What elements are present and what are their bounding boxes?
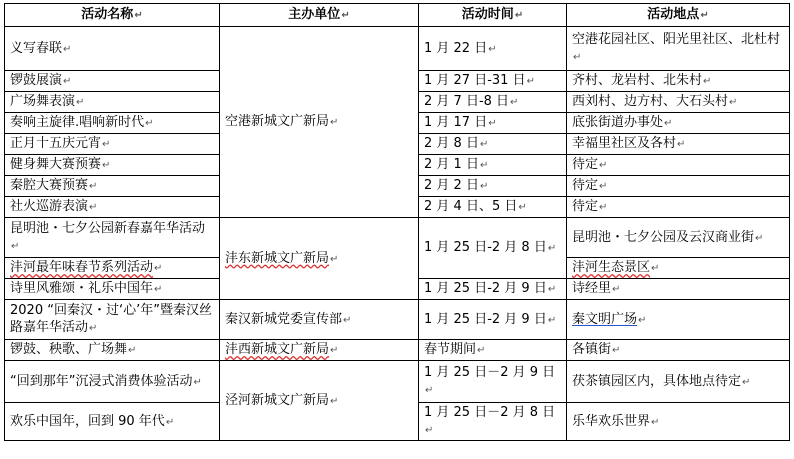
paragraph-mark-icon: ↵ <box>76 97 85 108</box>
time-cell <box>419 176 567 197</box>
activity-name-cell <box>5 71 220 92</box>
activity-time: 2 月 4 日、5 日 <box>424 199 518 214</box>
activity-name: 秦腔大赛预赛 <box>10 178 89 193</box>
organizer-name: 空港新城文广新局 <box>225 114 330 129</box>
place-cell <box>567 218 790 258</box>
table-row <box>5 361 790 403</box>
paragraph-mark-icon: ↵ <box>330 117 339 128</box>
paragraph-mark-icon: ↵ <box>425 425 434 436</box>
activity-place: 空港花园社区、阳光里社区、北杜村 <box>572 32 781 47</box>
activity-time: 1 月 25 日－2 月 9 日 <box>424 365 556 380</box>
paragraph-mark-icon: ↵ <box>477 345 486 356</box>
paragraph-mark-icon: ↵ <box>154 284 163 295</box>
place-cell <box>567 300 790 340</box>
paragraph-mark-icon: ↵ <box>700 10 709 21</box>
paragraph-mark-icon: ↵ <box>510 97 519 108</box>
paragraph-mark-icon: ↵ <box>599 202 608 213</box>
organizer-cell <box>220 340 419 361</box>
paragraph-mark-icon: ↵ <box>599 181 608 192</box>
paragraph-mark-icon: ↵ <box>664 118 673 129</box>
activity-time: 春节期间 <box>424 342 477 357</box>
place-cell <box>567 71 790 92</box>
place-cell <box>567 176 790 197</box>
time-cell <box>419 340 567 361</box>
time-cell <box>419 300 567 340</box>
paragraph-mark-icon: ↵ <box>488 43 497 55</box>
paragraph-mark-icon: ↵ <box>488 118 497 129</box>
activity-name-cell <box>5 92 220 113</box>
header-row <box>5 4 790 27</box>
paragraph-mark-icon: ↵ <box>425 385 434 396</box>
paragraph-mark-icon: ↵ <box>547 314 557 326</box>
activity-place: 底张街道办事处 <box>572 115 664 130</box>
organizer-cell <box>220 361 419 441</box>
activity-name-cell <box>5 27 220 71</box>
organizer-cell <box>220 27 419 218</box>
time-cell <box>419 71 567 92</box>
paragraph-mark-icon: ↵ <box>526 76 535 87</box>
organizer-name: 沣西新城文广新局 <box>225 342 330 357</box>
header-cell <box>567 4 790 27</box>
time-cell <box>419 218 567 279</box>
header-cell <box>220 4 419 27</box>
activity-place: 齐村、龙岩村、北朱村 <box>572 73 703 88</box>
header-cell <box>5 4 220 27</box>
place-cell <box>567 340 790 361</box>
activity-name-cell <box>5 197 220 218</box>
activity-name: 2020 “回秦汉・过‘心’年”暨秦汉丝路嘉年华活动 <box>10 303 212 335</box>
place-cell <box>567 27 790 71</box>
paragraph-mark-icon: ↵ <box>729 97 738 108</box>
paragraph-mark-icon: ↵ <box>89 202 98 213</box>
activity-time: 2 月 7 日-8 日 <box>424 94 510 109</box>
paragraph-mark-icon: ↵ <box>102 139 111 150</box>
time-cell <box>419 155 567 176</box>
activity-name-cell <box>5 361 220 403</box>
activity-time: 1 月 17 日 <box>424 115 488 130</box>
activity-name: 锣鼓、秧歌、广场舞 <box>10 342 128 357</box>
activity-time: 1 月 25 日-2 月 8 日 <box>424 240 547 255</box>
activity-name-cell <box>5 340 220 361</box>
paragraph-mark-icon: ↵ <box>341 10 350 21</box>
activity-name-cell <box>5 279 220 300</box>
header-place: 活动地点 <box>647 7 700 22</box>
paragraph-mark-icon: ↵ <box>547 243 557 254</box>
activity-name: 昆明池・七夕公园新春嘉年华活动 <box>10 221 206 236</box>
place-cell <box>567 279 790 300</box>
paragraph-mark-icon: ↵ <box>638 314 647 326</box>
activity-schedule-table <box>4 3 790 441</box>
activity-name: 广场舞表演 <box>10 94 76 109</box>
paragraph-mark-icon: ↵ <box>742 376 751 388</box>
paragraph-mark-icon: ↵ <box>479 181 489 192</box>
activity-time: 2 月 2 日 <box>424 178 479 193</box>
paragraph-mark-icon: ↵ <box>703 76 712 87</box>
activity-place: 乐华欢乐世界 <box>572 413 651 429</box>
activity-time: 1 月 25 日-2 月 9 日 <box>424 281 547 296</box>
paragraph-mark-icon: ↵ <box>573 52 582 63</box>
paragraph-mark-icon: ↵ <box>330 345 339 356</box>
activity-name-cell <box>5 155 220 176</box>
header-time: 活动时间 <box>461 7 514 22</box>
paragraph-mark-icon: ↵ <box>134 10 143 21</box>
activity-name: 健身舞大赛预赛 <box>10 157 102 172</box>
paragraph-mark-icon: ↵ <box>479 160 489 171</box>
paragraph-mark-icon: ↵ <box>63 76 72 87</box>
activity-name: 诗里风雅颂・礼乐中国年 <box>10 281 154 296</box>
activity-name-cell <box>5 218 220 258</box>
paragraph-mark-icon: ↵ <box>612 345 621 356</box>
activity-place: 西刘村、边方村、大石头村 <box>572 94 729 109</box>
activity-name: 奏响主旋律.唱响新时代 <box>10 115 145 130</box>
activity-name: 社火巡游表演 <box>10 199 89 214</box>
place-cell <box>567 134 790 155</box>
table-row <box>5 218 790 258</box>
paragraph-mark-icon: ↵ <box>479 139 489 150</box>
activity-name-cell <box>5 176 220 197</box>
table-row <box>5 300 790 340</box>
time-cell <box>419 134 567 155</box>
organizer-name: 沣东新城文广新局 <box>225 250 330 266</box>
paragraph-mark-icon: ↵ <box>102 160 111 171</box>
time-cell <box>419 92 567 113</box>
paragraph-mark-icon: ↵ <box>193 376 202 388</box>
activity-name-cell <box>5 300 220 340</box>
activity-place: 待定 <box>572 178 599 193</box>
paragraph-mark-icon: ↵ <box>63 43 72 55</box>
paragraph-mark-icon: ↵ <box>330 395 339 407</box>
paragraph-mark-icon: ↵ <box>89 323 98 334</box>
activity-name: 欢乐中国年，回到 90 年代 <box>10 413 165 429</box>
activity-time: 1 月 25 日-2 月 9 日 <box>424 311 547 327</box>
paragraph-mark-icon: ↵ <box>128 345 137 356</box>
activity-place: 沣河生态景区 <box>572 260 651 275</box>
activity-place: 秦文明广场 <box>572 311 638 327</box>
activity-name-cell <box>5 258 220 279</box>
header-cell <box>419 4 567 27</box>
activity-place: 待定 <box>572 157 599 172</box>
activity-name: 义写春联 <box>10 40 63 56</box>
paragraph-mark-icon: ↵ <box>11 241 20 252</box>
time-cell <box>419 403 567 441</box>
activity-place: 待定 <box>572 199 599 214</box>
paragraph-mark-icon: ↵ <box>677 139 686 150</box>
activity-time: 1 月 25 日－2 月 8 日 <box>424 405 556 420</box>
paragraph-mark-icon: ↵ <box>343 314 352 326</box>
activity-time: 2 月 1 日 <box>424 157 479 172</box>
activity-place: 诗经里 <box>572 281 612 296</box>
header-organizer: 主办单位 <box>288 7 341 22</box>
paragraph-mark-icon: ↵ <box>547 284 557 295</box>
activity-place: 幸福里社区及各村 <box>572 136 677 151</box>
paragraph-mark-icon: ↵ <box>612 284 621 295</box>
activity-place: 昆明池・七夕公园及云汉商业街 <box>572 229 755 245</box>
place-cell <box>567 113 790 134</box>
activity-name-cell <box>5 113 220 134</box>
paragraph-mark-icon: ↵ <box>165 416 175 428</box>
paragraph-mark-icon: ↵ <box>755 232 764 244</box>
activity-name: 沣河最年味春节系列活动 <box>10 260 154 275</box>
paragraph-mark-icon: ↵ <box>651 263 660 274</box>
time-cell <box>419 361 567 403</box>
organizer-name: 泾河新城文广新局 <box>225 392 330 408</box>
paragraph-mark-icon: ↵ <box>145 118 154 129</box>
activity-time: 1 月 27 日-31 日 <box>424 73 526 88</box>
activity-name-cell <box>5 403 220 441</box>
time-cell <box>419 279 567 300</box>
place-cell <box>567 155 790 176</box>
place-cell <box>567 258 790 279</box>
activity-name: “回到那年”沉浸式消费体验活动 <box>10 373 193 389</box>
organizer-cell <box>220 300 419 340</box>
table-row <box>5 27 790 71</box>
organizer-name: 秦汉新城党委宣传部 <box>225 311 343 327</box>
activity-place: 各镇街 <box>572 342 612 357</box>
paragraph-mark-icon: ↵ <box>651 416 660 428</box>
time-cell <box>419 197 567 218</box>
header-activity-name: 活动名称 <box>81 7 134 22</box>
activity-name: 正月十五庆元宵 <box>10 136 102 151</box>
activity-name-cell <box>5 134 220 155</box>
activity-name: 锣鼓展演 <box>10 73 63 88</box>
paragraph-mark-icon: ↵ <box>154 263 163 274</box>
time-cell <box>419 27 567 71</box>
paragraph-mark-icon: ↵ <box>518 202 527 213</box>
paragraph-mark-icon: ↵ <box>330 253 339 265</box>
activity-place: 茯茶镇园区内，具体地点待定 <box>572 373 742 389</box>
paragraph-mark-icon: ↵ <box>599 160 608 171</box>
place-cell <box>567 361 790 403</box>
table-row <box>5 340 790 361</box>
paragraph-mark-icon: ↵ <box>514 10 524 21</box>
place-cell <box>567 197 790 218</box>
activity-time: 1 月 22 日 <box>424 40 488 56</box>
time-cell <box>419 113 567 134</box>
organizer-cell <box>220 218 419 300</box>
place-cell <box>567 403 790 441</box>
place-cell <box>567 92 790 113</box>
activity-time: 2 月 8 日 <box>424 136 479 151</box>
paragraph-mark-icon: ↵ <box>89 181 98 192</box>
